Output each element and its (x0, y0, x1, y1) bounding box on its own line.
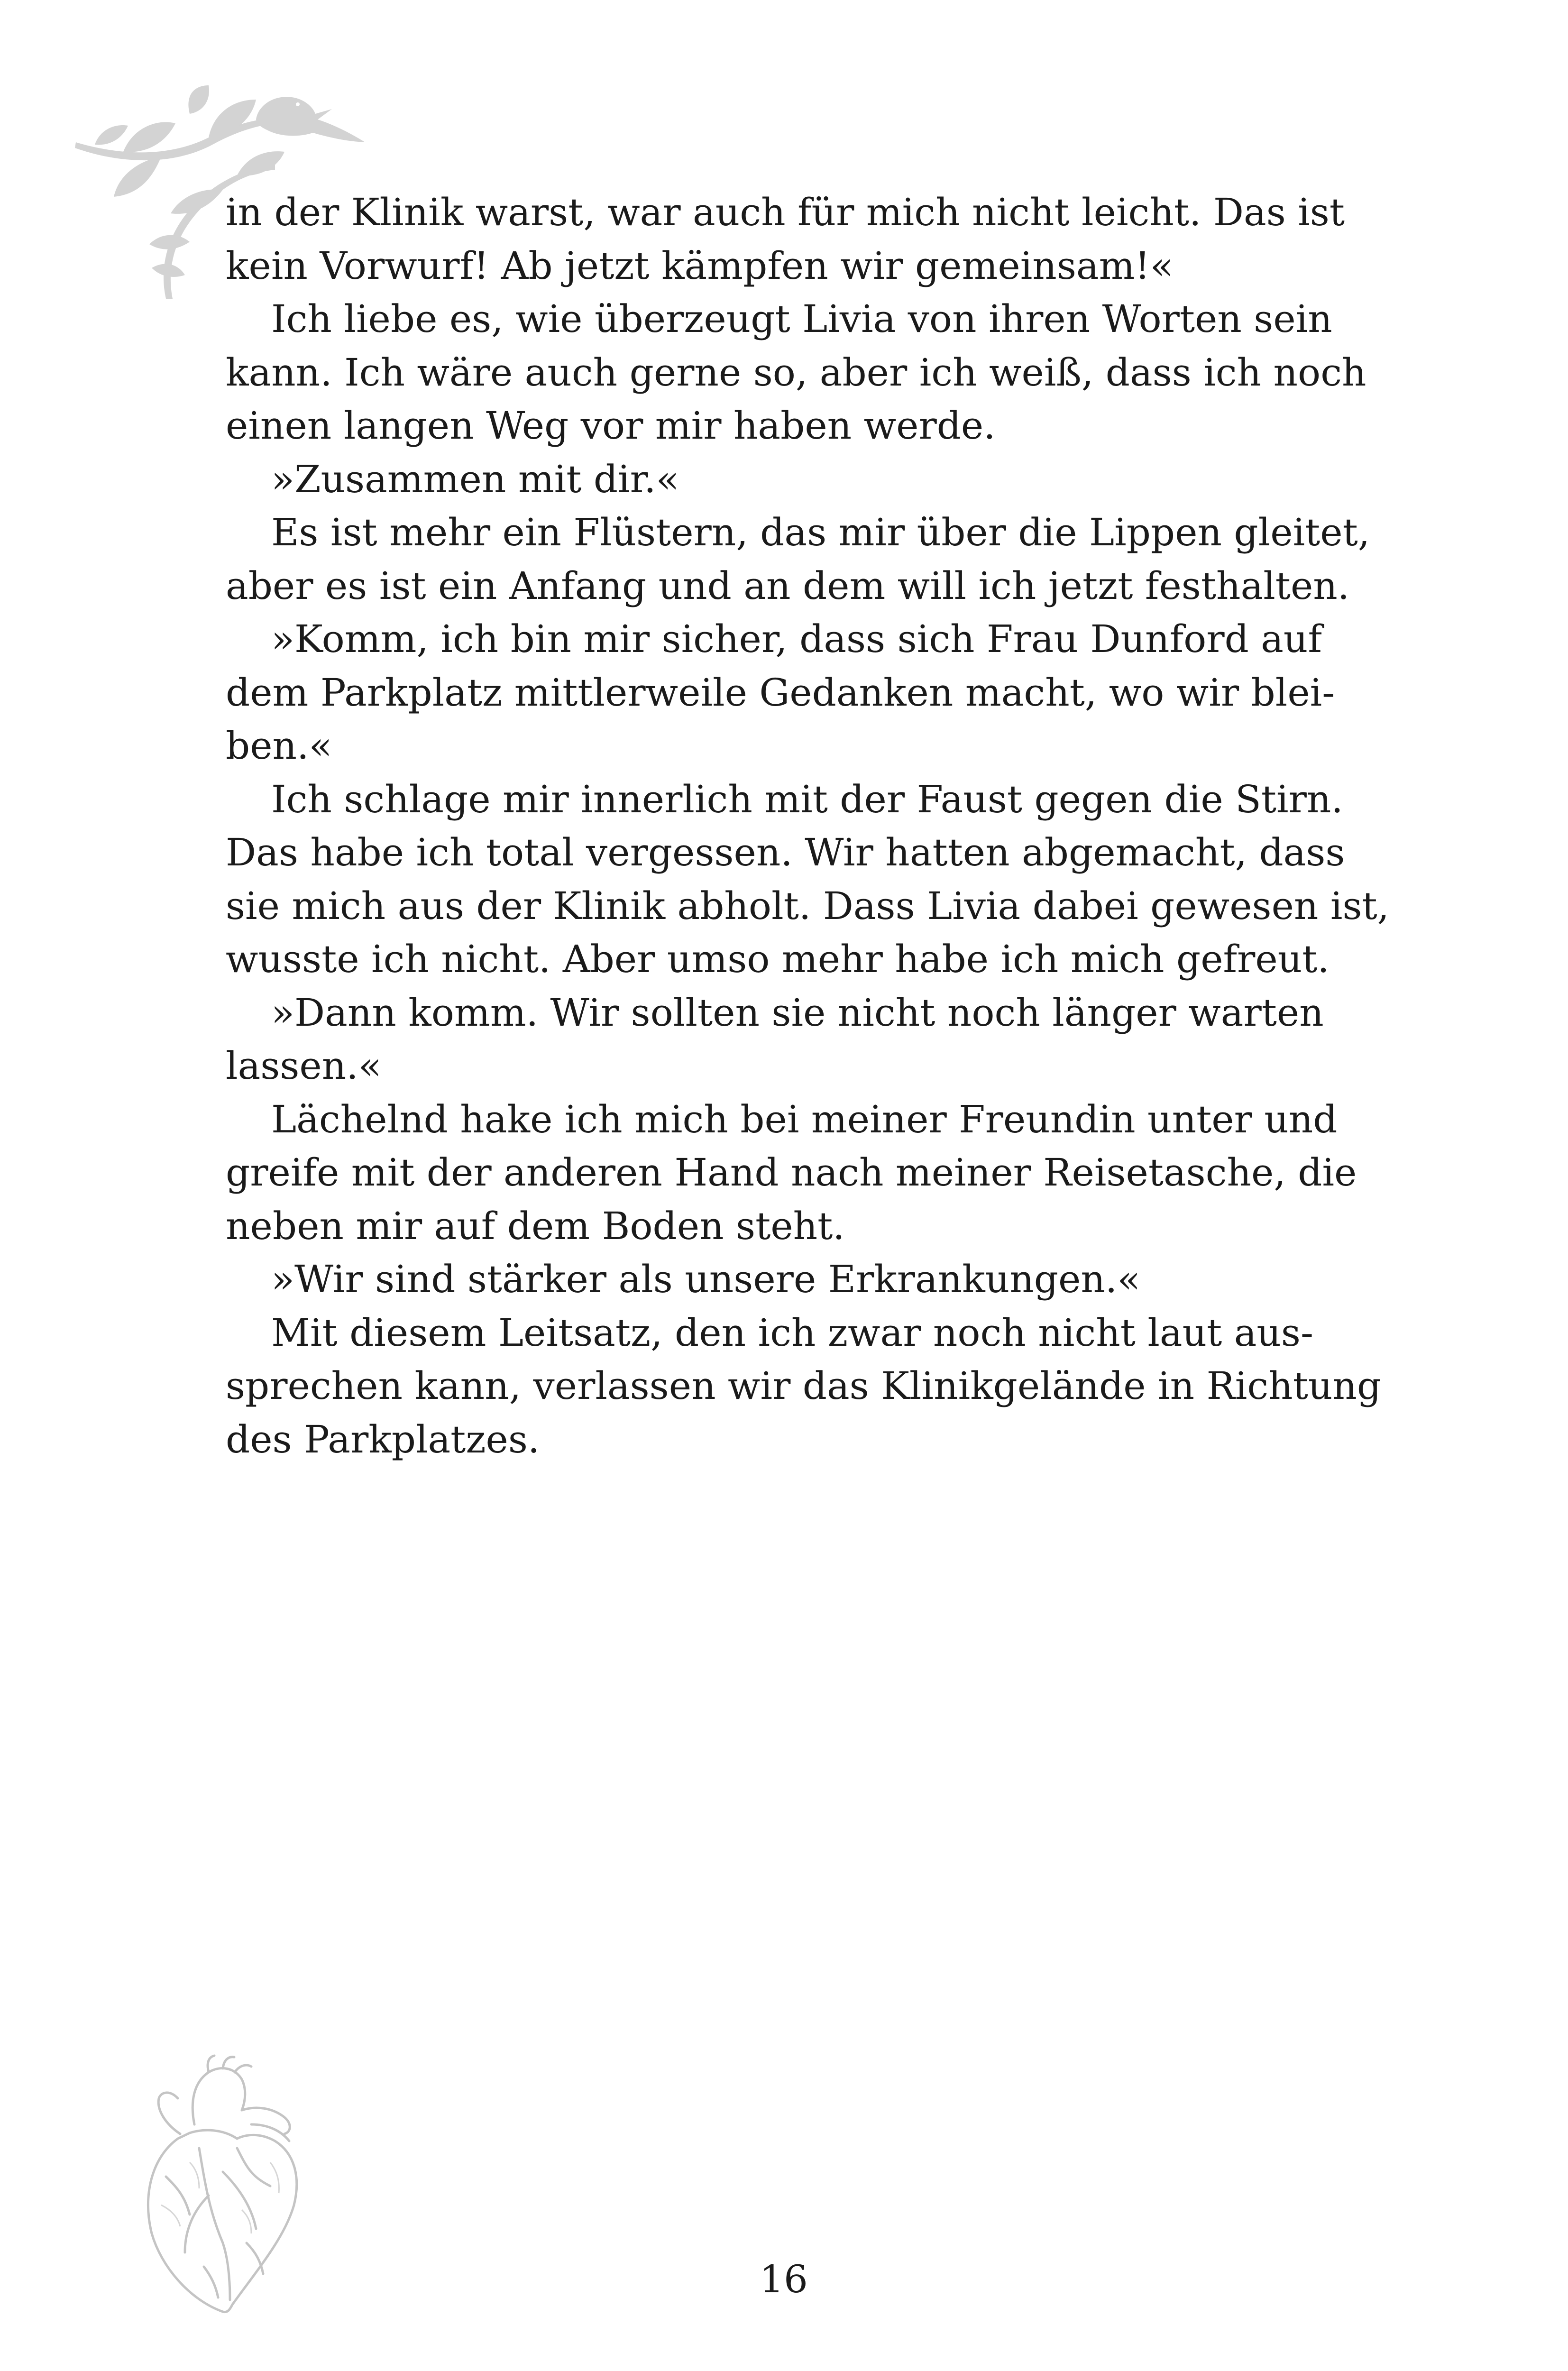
text-line: sie mich aus der Klinik abholt. Dass Livia dabei gewesen ist, (226, 883, 1390, 928)
text-line: sprechen kann, verlassen wir das Klinikgelände in Richtung (226, 1364, 1382, 1408)
text-line: greife mit der anderen Hand nach meiner Reisetasche, die (226, 1150, 1357, 1195)
text-line: »Dann komm. Wir sollten sie nicht noch länger warten (271, 990, 1324, 1035)
paragraph-9 (226, 1253, 1288, 1306)
paragraph-7 (226, 986, 1324, 1093)
paragraph-4 (226, 506, 1370, 613)
text-line: einen langen Weg vor mir haben werde. (226, 404, 996, 448)
text-line: aber es ist ein Anfang und an dem will ich jetzt festhalten. (226, 563, 1350, 608)
paragraph-3 (226, 453, 1288, 506)
text-line: Mit diesem Leitsatz, den ich zwar noch nicht laut aus- (271, 1310, 1314, 1355)
text-line: lassen.« (226, 1044, 382, 1088)
text-line: ben.« (226, 724, 332, 768)
paragraph-6 (226, 773, 1390, 986)
paragraph-5 (226, 613, 1335, 773)
text-line: in der Klinik warst, war auch für mich nicht leicht. Das ist (226, 190, 1345, 234)
text-line: Ich liebe es, wie überzeugt Livia von ihren Worten sein (271, 297, 1332, 341)
text-line: Es ist mehr ein Flüstern, das mir über die Lippen gleitet, (271, 510, 1370, 554)
text-line: »Wir sind stärker als unsere Erkrankungen.« (271, 1257, 1141, 1301)
text-line: kein Vorwurf! Ab jetzt kämpfen wir gemeinsam!« (226, 243, 1174, 288)
text-line: des Parkplatzes. (226, 1417, 540, 1461)
text-line: Das habe ich total vergessen. Wir hatten abgemacht, dass (226, 830, 1345, 874)
paragraph-8 (226, 1093, 1357, 1253)
paragraph-10 (226, 1306, 1382, 1467)
text-line: wusste ich nicht. Aber umso mehr habe ich mich gefreut. (226, 937, 1330, 981)
text-line: Ich schlage mir innerlich mit der Faust gegen die Stirn. (271, 777, 1343, 821)
text-line: »Zusammen mit dir.« (271, 457, 679, 501)
text-line: kann. Ich wäre auch gerne so, aber ich weiß, dass ich noch (226, 350, 1366, 395)
anatomical-heart-icon (133, 2053, 313, 2319)
paragraph-2 (226, 293, 1366, 453)
body-text (226, 186, 1390, 1466)
text-line: neben mir auf dem Boden steht. (226, 1204, 845, 1248)
text-line: Lächelnd hake ich mich bei meiner Freundin unter und (271, 1097, 1338, 1141)
paragraph-1 (226, 186, 1345, 293)
text-line: »Komm, ich bin mir sicher, dass sich Frau Dunford auf (271, 617, 1322, 661)
page-number: 16 (760, 2257, 808, 2301)
text-line: dem Parkplatz mittlerweile Gedanken macht, wo wir blei- (226, 670, 1335, 715)
